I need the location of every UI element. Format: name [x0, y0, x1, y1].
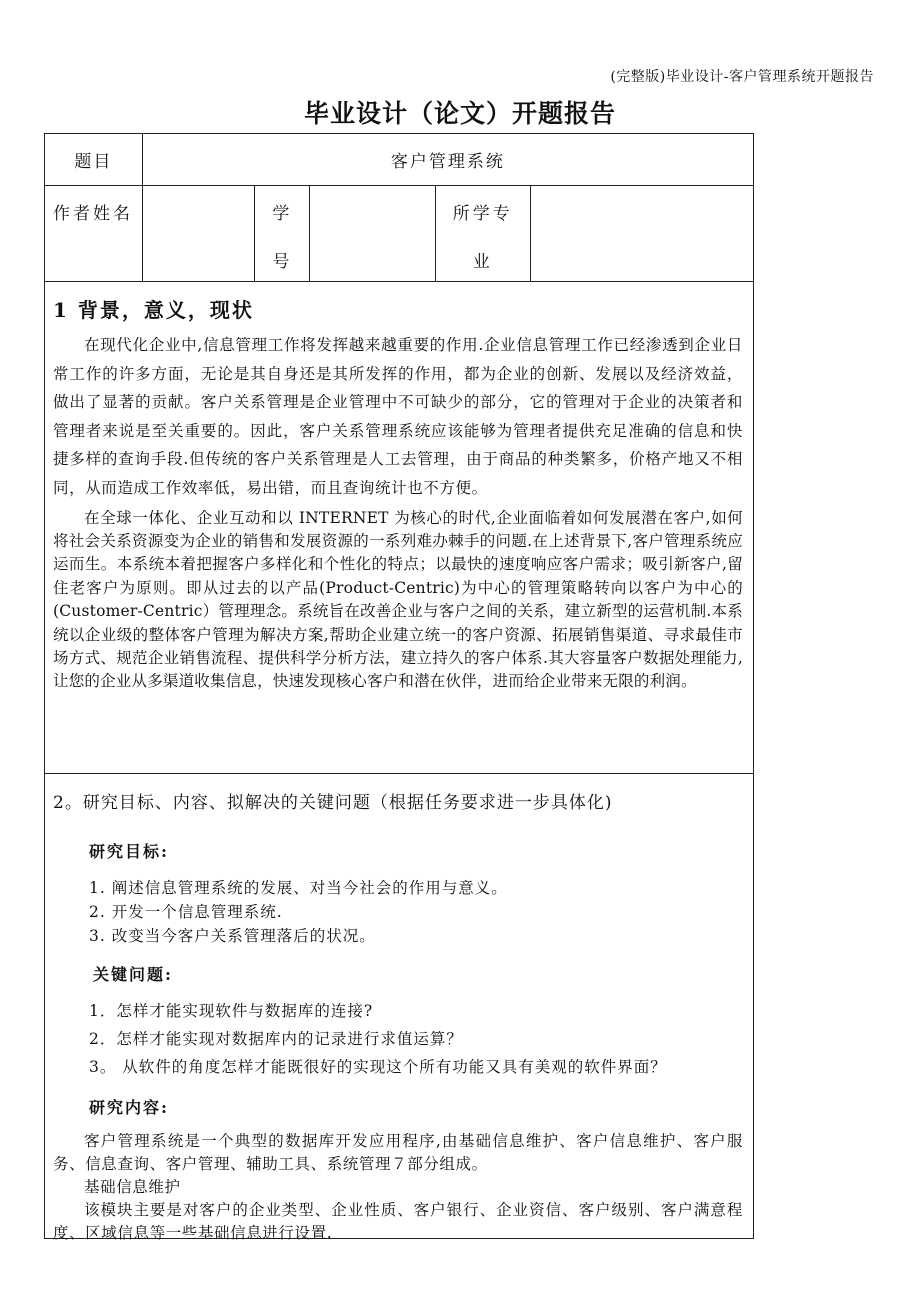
key-issue-item: 2．怎样才能实现对数据库内的记录进行求值运算？ — [89, 1030, 463, 1048]
major-value — [531, 186, 753, 281]
module-paragraph: 该模块主要是对客户的企业类型、企业性质、客户银行、企业资信、客户级别、客户满意程度、区域信息等一些基础信息进行设置. — [53, 1201, 743, 1242]
student-id-value — [310, 186, 436, 281]
goal-item: 2. 开发一个信息管理系统. — [89, 903, 283, 921]
section-background — [45, 282, 753, 774]
topic-label: 题目 — [45, 134, 143, 185]
section-research — [45, 774, 753, 1242]
content-title: 研究内容: — [89, 1098, 169, 1117]
section1-heading: 1 背景，意义，现状 — [53, 298, 254, 322]
section2-heading: 2。研究目标、内容、拟解决的关键问题（根据任务要求进一步具体化) — [53, 793, 613, 813]
document-title: 毕业设计（论文）开题报告 — [303, 99, 616, 128]
student-id-char-1: 学 — [272, 204, 293, 224]
author-value — [143, 186, 256, 281]
proposal-table — [44, 133, 754, 1242]
running-header: (完整版)毕业设计-客户管理系统开题报告 — [610, 69, 874, 85]
section1-paragraph-1: 在现代化企业中,信息管理工作将发挥越来越重要的作用.企业信息管理工作已经渗透到企业日常工作的许多方面，无论是其自身还是其所发挥的作用，都为企业的创新、发展以及经济效益，做出了显著的贡献。客户关系管理是企业管理中不可缺少的部分，它的管理对于企业的决策者和管理者来说是至关重要的。因此，客户关系管理系统应该能够为管理者提供充足准确的信息和快捷多样的查询手段.但传统的客户关系管理是人工去管理，由于商品的种类繁多，价格产地又不相同，从而造成工作效率低，易出错，而且查询统计也不方便。 — [53, 336, 743, 497]
topic-row — [45, 134, 753, 186]
goal-item: 1. 阐述信息管理系统的发展、对当今社会的作用与意义。 — [89, 879, 508, 897]
goal-item: 3. 改变当今客户关系管理落后的状况。 — [89, 927, 376, 945]
section1-paragraph-2: 在全球一体化、企业互动和以 INTERNET 为核心的时代,企业面临着如何发展潜在客户,如何将社会关系资源变为企业的销售和发展资源的一系列难办棘手的问题.在上述背景下,客户管理系统应运而生。本系统本着把握客户多样化和个性化的特点；以最快的速度响应客户需求；吸引新客户,留住老客户为原则。即从过去的以产品(Product-Centric)为中心的管理策略转向以客户为中心的(Customer-Centric）管理理念。系统旨在改善企业与客户之间的关系，建立新型的运营机制.本系统以企业级的整体客户管理为解决方案,帮助企业建立统一的客户资源、拓展销售渠道、寻求最佳市场方式、规范企业销售流程、提供科学分析方法，建立持久的客户体系.其大容量客户数据处理能力,让您的企业从多渠道收集信息，快速发现核心客户和潜在伙伴，进而给企业带来无限的利润。 — [53, 508, 743, 691]
key-issue-item: 3。 从软件的角度怎样才能既很好的实现这个所有功能又具有美观的软件界面？ — [89, 1058, 667, 1076]
key-issue-item: 1．怎样才能实现软件与数据库的连接? — [89, 1002, 374, 1020]
key-issues-title: 关键问题: — [93, 965, 173, 984]
major-label-line-2: 业 — [472, 252, 493, 272]
author-row — [45, 186, 753, 282]
goals-title: 研究目标: — [89, 842, 169, 861]
module-label: 基础信息维护 — [84, 1178, 181, 1196]
major-label-line-1: 所学专 — [452, 204, 513, 224]
content-paragraph: 客户管理系统是一个典型的数据库开发应用程序,由基础信息维护、客户信息维护、客户服务、信息查询、客户管理、辅助工具、系统管理７部分组成。 — [53, 1132, 743, 1173]
student-id-label — [255, 186, 310, 281]
topic-value: 客户管理系统 — [390, 152, 505, 172]
major-label — [436, 186, 531, 281]
student-id-char-2: 号 — [272, 252, 293, 272]
author-label: 作者姓名 — [45, 186, 143, 281]
